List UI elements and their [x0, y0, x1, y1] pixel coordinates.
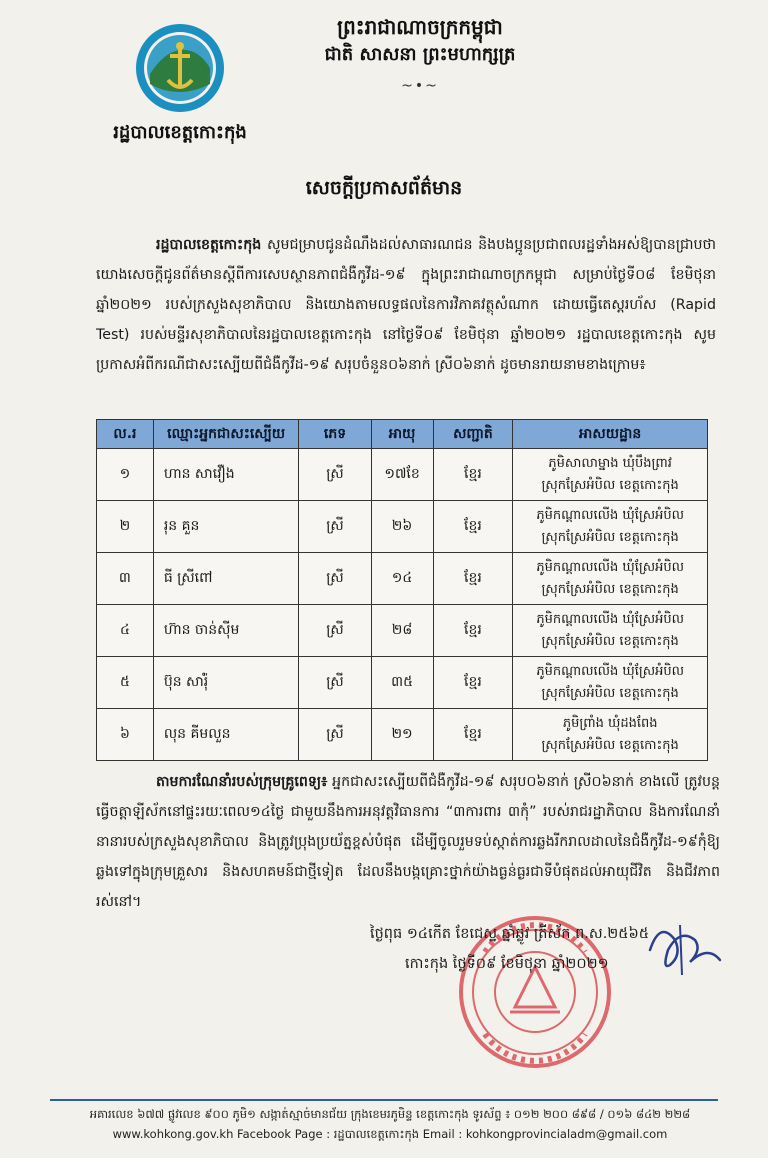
col-header-no: ល.រ — [97, 420, 154, 449]
cell-nationality: ខ្មែរ — [433, 553, 513, 605]
footer-divider — [50, 1099, 718, 1101]
solar-date: កោះកុង ថ្ងៃទី០៩ ខែមិថុនា ឆ្នាំ២០២១ — [405, 956, 609, 972]
table-header-row — [97, 420, 708, 449]
address-line-1: ភូមិកណ្ដាលលើង ឃុំស្រែអំបិល — [536, 507, 684, 523]
cell-sex: ស្រី — [299, 449, 371, 501]
cell-sex: ស្រី — [299, 553, 371, 605]
cell-nationality: ខ្មែរ — [433, 501, 513, 553]
cell-sex: ស្រី — [299, 605, 371, 657]
cell-nationality: ខ្មែរ — [433, 449, 513, 501]
document-title: សេចក្តីប្រកាសព័ត៌មាន — [305, 177, 463, 199]
province-logo — [134, 22, 226, 114]
cell-sex: ស្រី — [299, 501, 371, 553]
address-line-1: ភូមិព្រាំង ឃុំដងពែង — [562, 715, 658, 731]
intro-body: សូមជម្រាបជូនដំណឹងដល់សាធារណជន និងបងប្អូនប្រជាពលរដ្ឋទាំងអស់ឱ្យបានជ្រាបថា យោងសេចក្ដីជូនព័ត៌មានស្ដីពីការសេបស្ថានភាពជំងឺកូវីដ-១៩ ក្នុងព្រះរាជាណាចក្រកម្ពុជា សម្រាប់ថ្ងៃទី០៨ ខែមិថុនា ឆ្នាំ២០២១ របស់ក្រសួងសុខាភិបាល និងយោងតាមលទ្ធផលនៃការវិភាគវត្ថុសំណាក ដោយធ្វើតេស្តរហ័ស (Rapid Test) របស់មន្ទីរសុខាភិបាលនៃរដ្ឋបាលខេត្តកោះកុង នៅថ្ងៃទី០៩ ខែមិថុនា ឆ្នាំ២០២១ រដ្ឋបាលខេត្តកោះកុង សូមប្រកាសអំពីករណីជាសះស្បើយពីជំងឺកូវីដ-១៩ សរុបចំនួន០៦នាក់ ស្រី០៦នាក់ ដូចមានរាយនាមខាងក្រោម៖ — [96, 237, 716, 373]
kingdom-heading: ព្រះរាជាណាចក្រកម្ពុជា — [337, 15, 503, 39]
table-row — [97, 709, 708, 761]
col-header-address: អាសយដ្ឋាន — [513, 420, 708, 449]
cell-age: ២៨ — [371, 605, 433, 657]
national-motto: ជាតិ សាសនា ព្រះមហាក្សត្រ — [324, 44, 516, 65]
cell-age: ១៤ — [371, 553, 433, 605]
closing-lead: តាមការណែនាំរបស់ក្រុមគ្រូពេទ្យ៖ — [156, 774, 328, 790]
cell-nationality: ខ្មែរ — [433, 605, 513, 657]
address-line-1: ភូមិកណ្ដាលលើង ឃុំស្រែអំបិល — [536, 559, 684, 575]
cell-age: ៣៥ — [371, 657, 433, 709]
closing-paragraph — [96, 767, 720, 917]
table-row — [97, 605, 708, 657]
cell-sex: ស្រី — [299, 657, 371, 709]
ornament-divider: ~•~ — [401, 78, 439, 94]
col-header-name: ឈ្មោះអ្នកជាសះស្បើយ — [153, 420, 299, 449]
cell-name: ហាន សាវឿង — [153, 449, 299, 501]
table-row — [97, 449, 708, 501]
table-row — [97, 501, 708, 553]
address-line-2: ស្រុកស្រែអំបិល ខេត្តកោះកុង — [541, 737, 679, 753]
intro-lead: រដ្ឋបាលខេត្តកោះកុង — [156, 237, 262, 253]
footer-contacts: www.kohkong.gov.kh Facebook Page : រដ្ឋបាលខេត្តកោះកុង Email : kohkongprovincialadm@gmail.com — [112, 1127, 668, 1141]
cell-name: លុន គីមលួន — [153, 709, 299, 761]
cell-age: ២១ — [371, 709, 433, 761]
recovered-table — [96, 419, 708, 761]
address-line-2: ស្រុកស្រែអំបិល ខេត្តកោះកុង — [541, 477, 679, 493]
cell-address — [513, 657, 708, 709]
cell-nationality: ខ្មែរ — [433, 657, 513, 709]
cell-no: ៤ — [97, 605, 154, 657]
cell-address — [513, 709, 708, 761]
address-line-2: ស្រុកស្រែអំបិល ខេត្តកោះកុង — [541, 685, 679, 701]
cell-sex: ស្រី — [299, 709, 371, 761]
intro-paragraph — [96, 230, 716, 380]
col-header-sex: ភេទ — [299, 420, 371, 449]
cell-no: ៥ — [97, 657, 154, 709]
cell-no: ២ — [97, 501, 154, 553]
cell-address — [513, 553, 708, 605]
col-header-age: អាយុ — [371, 420, 433, 449]
logo-emblem-icon — [134, 22, 226, 114]
cell-no: ១ — [97, 449, 154, 501]
address-line-1: ភូមិសាលាម្នាង ឃុំបឹងព្រាវ — [548, 455, 672, 471]
address-line-2: ស្រុកស្រែអំបិល ខេត្តកោះកុង — [541, 633, 679, 649]
cell-address — [513, 605, 708, 657]
table-row — [97, 657, 708, 709]
closing-body: អ្នកជាសះស្បើយពីជំងឺកូវីដ-១៩ សរុប០៦នាក់ ស្រី០៦នាក់ ខាងលើ ត្រូវបន្តធ្វើចត្តាឡីស័កនៅផ្ទះរយៈពេល១៤ថ្ងៃ ជាមួយនឹងការអនុវត្តវិធានការ “៣ការពារ ៣កុំ” របស់រាជរដ្ឋាភិបាល និងការណែនាំនានារបស់ក្រសួងសុខាភិបាល និងត្រូវប្រុងប្រយ័ត្នខ្ពស់បំផុត ដើម្បីចូលរួមទប់ស្កាត់ការឆ្លងរីករាលដាលនៃជំងឺកូវីដ-១៩កុំឱ្យឆ្លងទៅក្នុងក្រុមគ្រួសារ និងសហគមន៍ជាថ្មីទៀត ដែលនឹងបង្កគ្រោះថ្នាក់យ៉ាងធ្ងន់ធ្ងរជាទីបំផុតដល់អាយុជីវិត និងជីវភាពរស់នៅ។ — [96, 774, 720, 910]
table-row — [97, 553, 708, 605]
address-line-1: ភូមិកណ្ដាលលើង ឃុំស្រែអំបិល — [536, 611, 684, 627]
cell-address — [513, 449, 708, 501]
lunar-date: ថ្ងៃពុធ ១៤កើត ខែជេស្ឋ ឆ្នាំឆ្លូវ ត្រីស័ក ព.ស.២៥៦៥ — [370, 926, 650, 942]
governor-signature — [640, 910, 730, 980]
cell-age: ២៦ — [371, 501, 433, 553]
cell-nationality: ខ្មែរ — [433, 709, 513, 761]
cell-name: រុន គួន — [153, 501, 299, 553]
address-line-2: ស្រុកស្រែអំបិល ខេត្តកោះកុង — [541, 581, 679, 597]
footer-address: អគារលេខ ៦៧៧ ផ្លូវលេខ ៩០០ ភូមិ១ សង្កាត់ស្មាច់មានជ័យ ក្រុងខេមរភូមិន្ទ ខេត្តកោះកុង ទូរស័ព្ទ ៖ ០១២ ២០០ ៨៩៨ / ០១៦ ៨៤២ ២២៨ — [89, 1107, 691, 1121]
address-line-1: ភូមិកណ្ដាលលើង ឃុំស្រែអំបិល — [536, 663, 684, 679]
province-name: រដ្ឋបាលខេត្តកោះកុង — [113, 122, 247, 143]
cell-age: ១៧ខែ — [371, 449, 433, 501]
cell-name: ប៊ុន សារ៉ុំ — [153, 657, 299, 709]
col-header-nationality: សញ្ជាតិ — [433, 420, 513, 449]
cell-name: ធី ស្រីពៅ — [153, 553, 299, 605]
cell-name: ហ៊ាន ចាន់ស៊ីម — [153, 605, 299, 657]
address-line-2: ស្រុកស្រែអំបិល ខេត្តកោះកុង — [541, 529, 679, 545]
cell-no: ៣ — [97, 553, 154, 605]
cell-no: ៦ — [97, 709, 154, 761]
cell-address — [513, 501, 708, 553]
